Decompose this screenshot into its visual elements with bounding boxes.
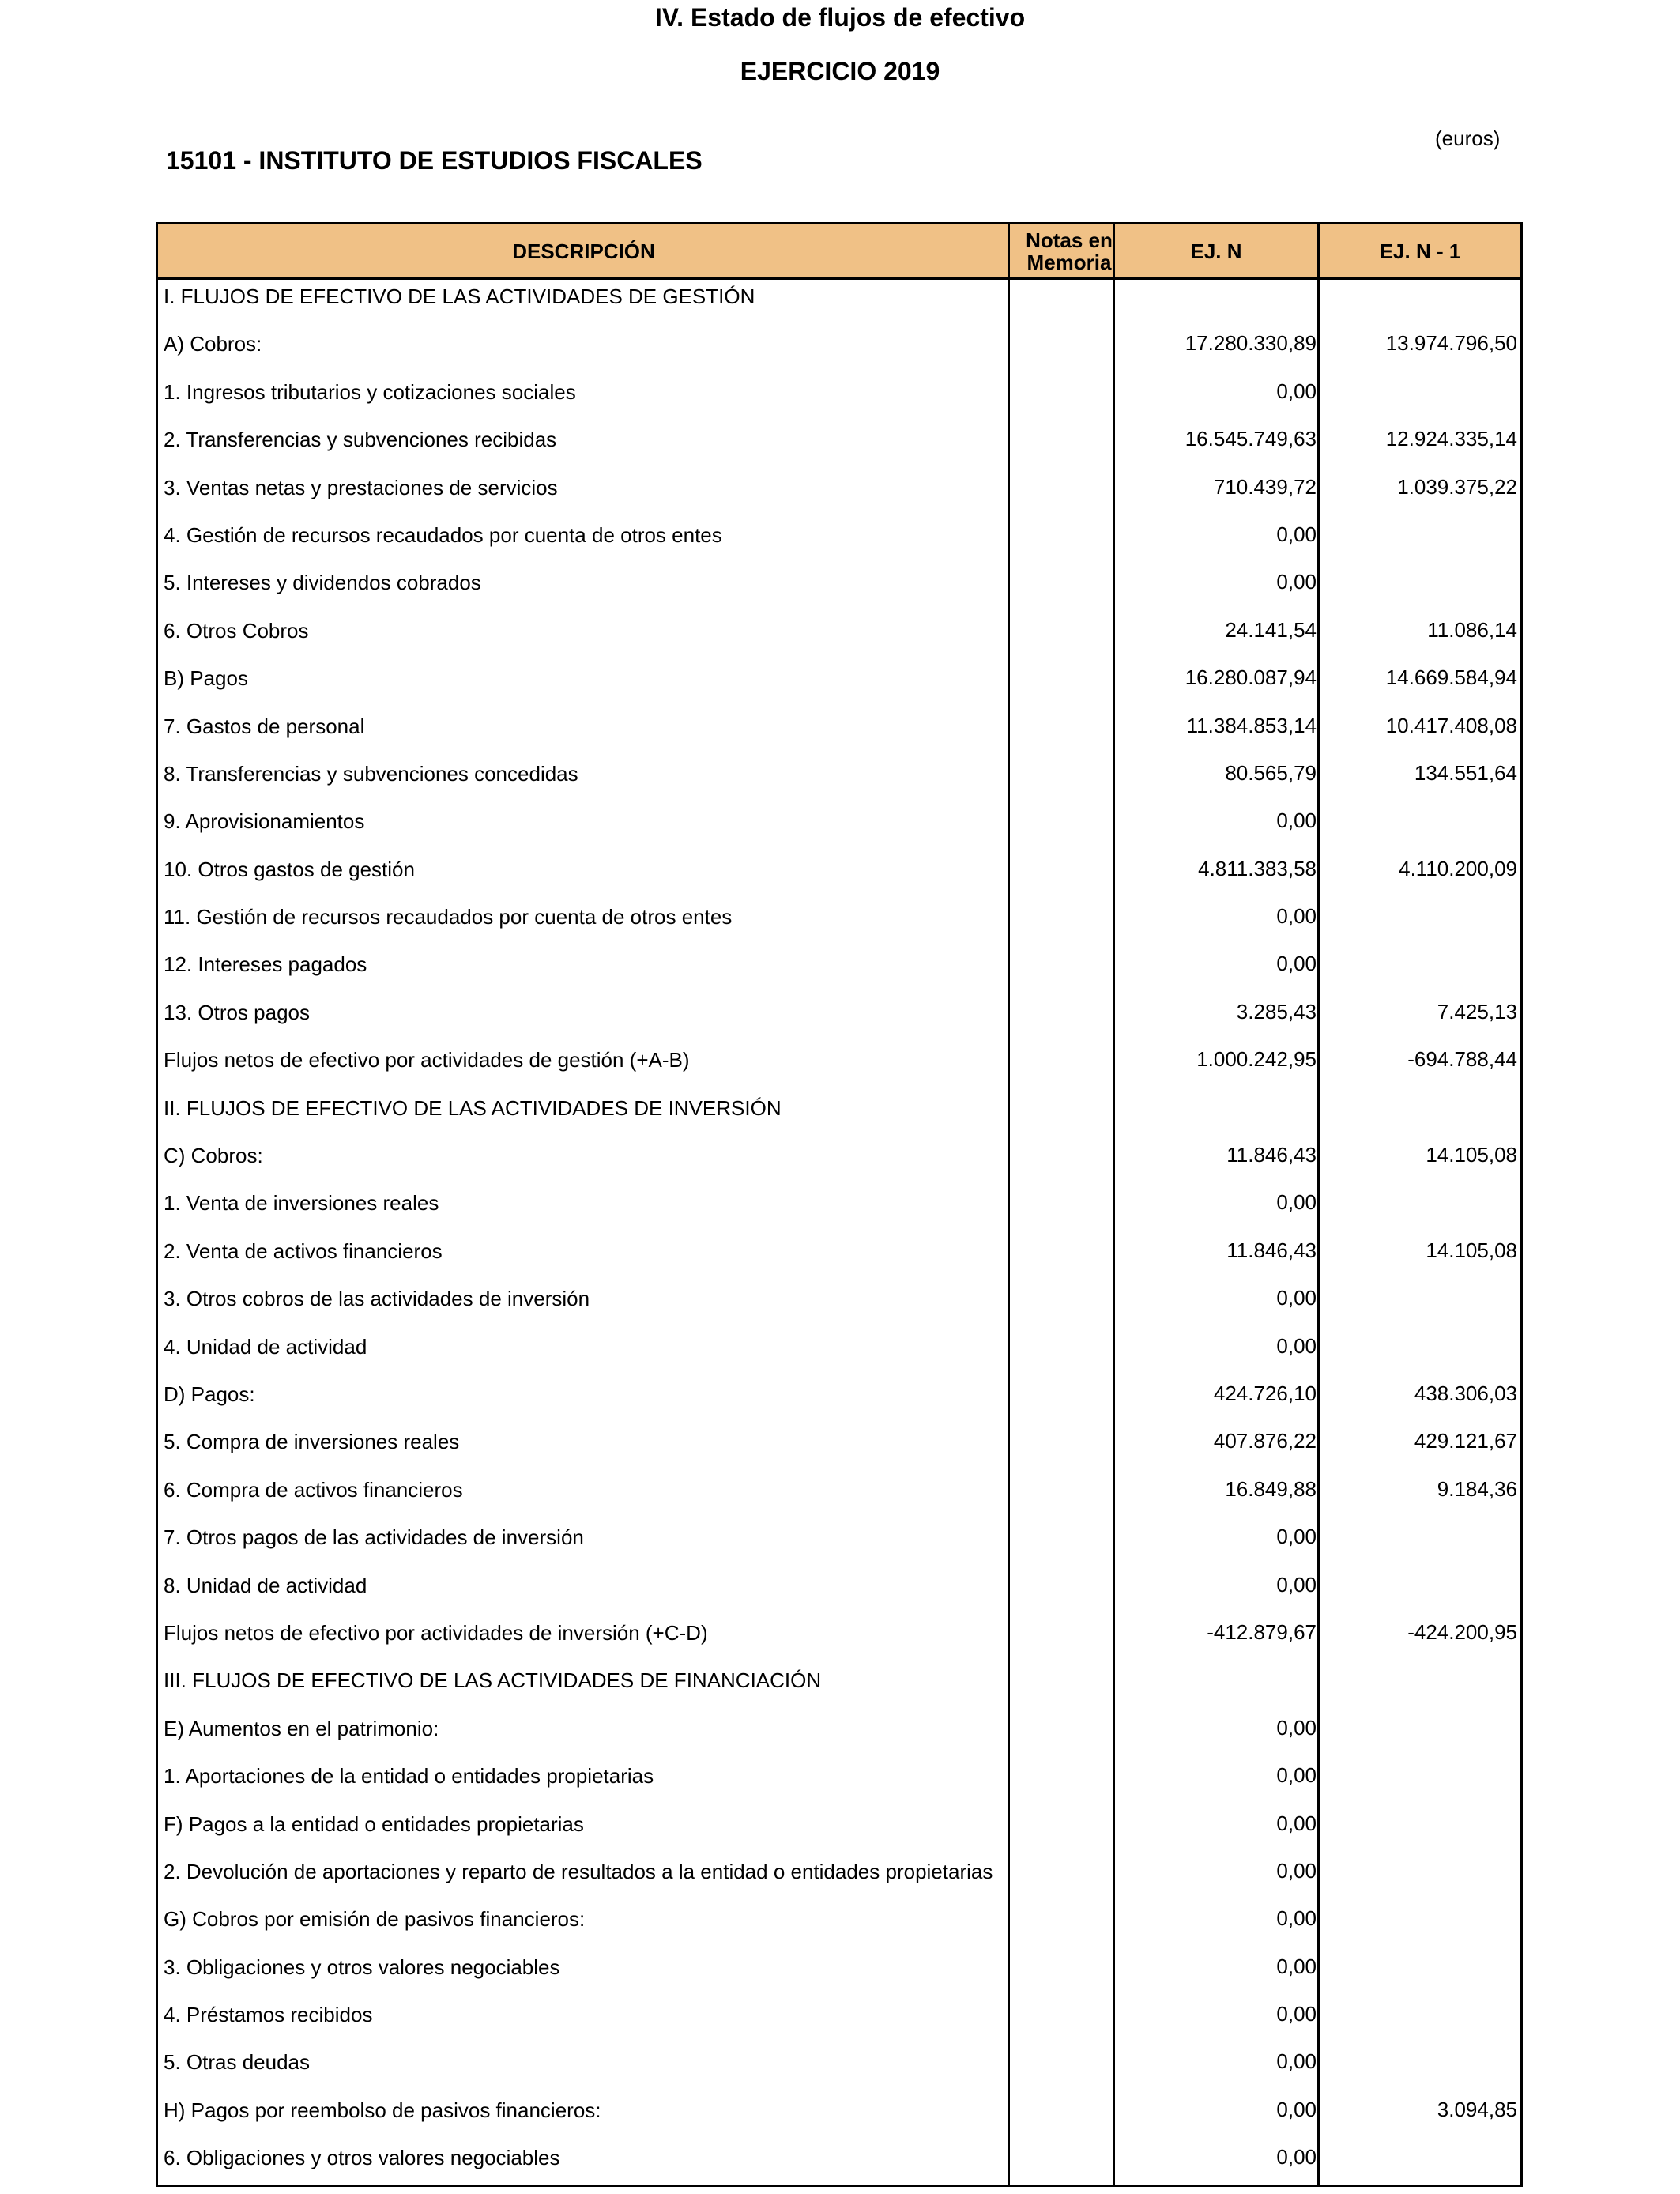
- fiscal-year: EJERCICIO 2019: [740, 57, 940, 85]
- value-year-n: 0,00: [1276, 1858, 1317, 1883]
- value-year-n: 0,00: [1276, 1906, 1317, 1931]
- row-description: H) Pagos por reembolso de pasivos financieros:: [164, 2098, 601, 2122]
- table-row: [158, 471, 1520, 518]
- table-row: [158, 996, 1520, 1043]
- table-row: [158, 1855, 1520, 1902]
- document-title: IV. Estado de flujos de efectivo: [654, 3, 1026, 32]
- row-description: 5. Compra de inversiones reales: [164, 1430, 460, 1454]
- value-year-n-1: 14.669.584,94: [1385, 665, 1517, 690]
- row-description: 2. Transferencias y subvenciones recibidas: [164, 428, 557, 452]
- currency-units: (euros): [1435, 126, 1501, 150]
- value-year-n: 0,00: [1276, 522, 1317, 546]
- value-year-n: 0,00: [1276, 1954, 1317, 1978]
- value-year-n: 17.280.330,89: [1185, 331, 1317, 356]
- value-year-n: 0,00: [1276, 2049, 1317, 2074]
- value-year-n-1: 134.551,64: [1414, 760, 1517, 785]
- value-year-n: 24.141,54: [1225, 617, 1317, 642]
- row-description: 7. Otros pagos de las actividades de inversión: [164, 1525, 584, 1550]
- column-header-description: DESCRIPCIÓN: [512, 239, 655, 263]
- row-description: II. FLUJOS DE EFECTIVO DE LAS ACTIVIDADES DE INVERSIÓN: [164, 1095, 782, 1120]
- value-year-n-1: 4.110.200,09: [1399, 856, 1517, 880]
- value-year-n: 0,00: [1276, 2002, 1317, 2026]
- table-row: [158, 853, 1520, 900]
- value-year-n: 0,00: [1276, 1811, 1317, 1835]
- value-year-n: 11.384.853,14: [1186, 713, 1317, 737]
- row-description: G) Cobros por emisión de pasivos financieros:: [164, 1907, 586, 1932]
- value-year-n: 0,00: [1276, 1763, 1317, 1788]
- row-description: C) Cobros:: [164, 1144, 263, 1168]
- row-description: Flujos netos de efectivo por actividades de inversión (+C-D): [164, 1620, 708, 1645]
- value-year-n: 0,00: [1276, 570, 1317, 594]
- value-year-n-1: 9.184,36: [1437, 1476, 1517, 1501]
- row-description: 8. Transferencias y subvenciones concedidas: [164, 761, 578, 786]
- row-description: 6. Otros Cobros: [164, 618, 309, 643]
- value-year-n-1: 438.306,03: [1414, 1381, 1517, 1405]
- value-year-n: 0,00: [1276, 952, 1317, 976]
- value-year-n: 0,00: [1276, 2145, 1317, 2169]
- value-year-n: 11.846,43: [1226, 1238, 1317, 1262]
- row-description: 6. Obligaciones y otros valores negociables: [164, 2146, 560, 2170]
- table-row: [158, 662, 1520, 709]
- value-year-n: 0,00: [1276, 379, 1317, 403]
- table-row: [158, 280, 1520, 327]
- value-year-n: 710.439,72: [1213, 474, 1317, 499]
- value-year-n: 0,00: [1276, 1715, 1317, 1740]
- row-description: F) Pagos a la entidad o entidades propietarias: [164, 1811, 584, 1836]
- value-year-n-1: 1.039.375,22: [1397, 474, 1517, 499]
- table-header: [158, 224, 1520, 280]
- value-year-n-1: 13.974.796,50: [1385, 331, 1517, 356]
- value-year-n: 16.849,88: [1225, 1476, 1317, 1501]
- value-year-n: 424.726,10: [1213, 1381, 1317, 1405]
- row-description: 3. Otros cobros de las actividades de inversión: [164, 1287, 590, 1311]
- table-row: [158, 2094, 1520, 2141]
- value-year-n: -412.879,67: [1207, 1619, 1317, 1644]
- table-row: [158, 1759, 1520, 1807]
- table-row: [158, 1235, 1520, 1282]
- row-description: 4. Gestión de recursos recaudados por cuenta de otros entes: [164, 522, 722, 547]
- value-year-n: 0,00: [1276, 1286, 1317, 1310]
- table-row: [158, 1282, 1520, 1329]
- value-year-n: 0,00: [1276, 1333, 1317, 1358]
- row-description: 1. Venta de inversiones reales: [164, 1191, 439, 1216]
- value-year-n: 1.000.242,95: [1196, 1047, 1317, 1072]
- table-row: [158, 1712, 1520, 1759]
- table-row: [158, 1664, 1520, 1711]
- row-description: 3. Ventas netas y prestaciones de servicios: [164, 475, 558, 499]
- row-description: 6. Compra de activos financieros: [164, 1477, 463, 1502]
- column-header-notes: Notas en Memoria: [1026, 228, 1113, 274]
- row-description: 1. Aportaciones de la entidad o entidades propietarias: [164, 1764, 654, 1789]
- value-year-n: 11.846,43: [1226, 1143, 1317, 1167]
- table-row: [158, 805, 1520, 852]
- value-year-n-1: 14.105,08: [1426, 1143, 1517, 1167]
- value-year-n-1: 11.086,14: [1427, 617, 1517, 642]
- row-description: 12. Intereses pagados: [164, 952, 367, 977]
- table-row: [158, 327, 1520, 375]
- row-description: 11. Gestión de recursos recaudados por cuenta de otros entes: [164, 905, 733, 929]
- value-year-n: 3.285,43: [1236, 999, 1317, 1023]
- value-year-n-1: 3.094,85: [1437, 2097, 1517, 2121]
- column-header-year-n: EJ. N: [1190, 239, 1242, 263]
- table-row: [158, 1378, 1520, 1425]
- row-description: 4. Unidad de actividad: [164, 1334, 367, 1359]
- value-year-n-1: 7.425,13: [1437, 999, 1517, 1023]
- table-row: [158, 710, 1520, 757]
- table-row: [158, 1616, 1520, 1664]
- table-row: [158, 1091, 1520, 1139]
- row-description: D) Pagos:: [164, 1382, 255, 1406]
- value-year-n: 0,00: [1276, 904, 1317, 929]
- value-year-n: 4.811.383,58: [1198, 856, 1317, 880]
- row-description: 4. Préstamos recibidos: [164, 2003, 373, 2027]
- value-year-n: 0,00: [1276, 809, 1317, 833]
- column-header-year-n-1: EJ. N - 1: [1379, 239, 1461, 263]
- cash-flow-table: [156, 222, 1523, 2187]
- value-year-n-1: -694.788,44: [1407, 1047, 1517, 1072]
- table-row: [158, 614, 1520, 662]
- value-year-n: 0,00: [1276, 2097, 1317, 2121]
- row-description: III. FLUJOS DE EFECTIVO DE LAS ACTIVIDADES DE FINANCIACIÓN: [164, 1668, 822, 1693]
- table-row: [158, 1330, 1520, 1378]
- row-description: Flujos netos de efectivo por actividades de gestión (+A-B): [164, 1048, 690, 1072]
- row-description: E) Aumentos en el patrimonio:: [164, 1716, 439, 1740]
- value-year-n-1: 429.121,67: [1414, 1429, 1517, 1453]
- table-row: [158, 1425, 1520, 1472]
- value-year-n: 0,00: [1276, 1572, 1317, 1596]
- value-year-n-1: 14.105,08: [1426, 1238, 1517, 1262]
- row-description: A) Cobros:: [164, 332, 262, 356]
- value-year-n: 16.545.749,63: [1185, 427, 1317, 451]
- table-row: [158, 2045, 1520, 2093]
- table-row: [158, 1521, 1520, 1568]
- row-description: 2. Devolución de aportaciones y reparto de resultados a la entidad o entidades propietarias: [164, 1859, 993, 1883]
- table-row: [158, 1808, 1520, 1855]
- table-row: [158, 900, 1520, 948]
- row-description: 8. Unidad de actividad: [164, 1573, 367, 1597]
- value-year-n-1: -424.200,95: [1407, 1619, 1517, 1644]
- row-description: 5. Otras deudas: [164, 2050, 310, 2075]
- row-description: 9. Aprovisionamientos: [164, 809, 365, 834]
- value-year-n-1: 10.417.408,08: [1385, 713, 1517, 737]
- table-row: [158, 518, 1520, 566]
- value-year-n: 0,00: [1276, 1190, 1317, 1215]
- row-description: 5. Intereses y dividendos cobrados: [164, 571, 481, 595]
- row-description: 2. Venta de activos financieros: [164, 1238, 443, 1263]
- table-row: [158, 1473, 1520, 1521]
- table-row: [158, 1139, 1520, 1186]
- row-description: 13. Otros pagos: [164, 1000, 310, 1024]
- table-row: [158, 1951, 1520, 1998]
- table-row: [158, 757, 1520, 805]
- value-year-n: 407.876,22: [1213, 1429, 1317, 1453]
- row-description: 7. Gastos de personal: [164, 714, 365, 738]
- row-description: 10. Otros gastos de gestión: [164, 857, 415, 881]
- table-row: [158, 1043, 1520, 1091]
- table-row: [158, 566, 1520, 613]
- row-description: 1. Ingresos tributarios y cotizaciones sociales: [164, 379, 576, 404]
- value-year-n: 16.280.087,94: [1185, 665, 1317, 690]
- value-year-n: 80.565,79: [1225, 760, 1317, 785]
- row-description: B) Pagos: [164, 666, 248, 691]
- row-description: I. FLUJOS DE EFECTIVO DE LAS ACTIVIDADES DE GESTIÓN: [164, 285, 755, 308]
- table-row: [158, 375, 1520, 423]
- table-row: [158, 948, 1520, 995]
- table-row: [158, 1998, 1520, 2045]
- table-row: [158, 1902, 1520, 1950]
- table-row: [158, 2141, 1520, 2188]
- table-row: [158, 1569, 1520, 1616]
- value-year-n: 0,00: [1276, 1525, 1317, 1549]
- value-year-n-1: 12.924.335,14: [1385, 427, 1517, 451]
- table-row: [158, 423, 1520, 470]
- table-row: [158, 1186, 1520, 1234]
- table-body: [158, 280, 1520, 2189]
- row-description: 3. Obligaciones y otros valores negociables: [164, 1955, 560, 1979]
- entity-name: 15101 - INSTITUTO DE ESTUDIOS FISCALES: [166, 146, 703, 175]
